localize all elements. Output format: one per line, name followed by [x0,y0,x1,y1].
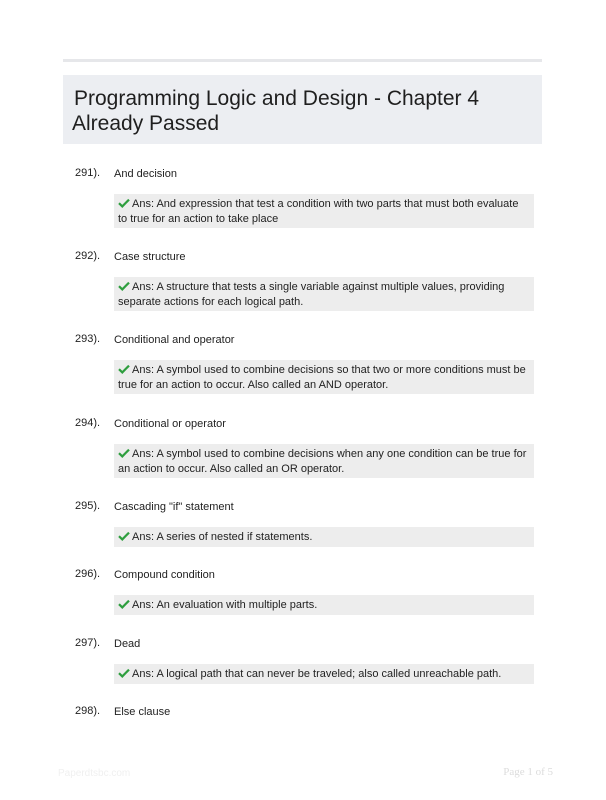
item-number: 294). [75,417,101,429]
item-number: 295). [75,500,101,512]
answer-text: Ans: An evaluation with multiple parts. [132,599,318,611]
item-term: Else clause [114,706,171,718]
answer-box [114,595,534,615]
top-rule [63,59,542,62]
answer-box [114,360,534,394]
item-number: 297). [75,637,101,649]
answer-text: Ans: A structure that tests a single variable against multiple values, providing separate actions for each logical path. [118,281,505,308]
item-number: 292). [75,250,101,262]
footer-watermark: Paperdtsbc.com [58,768,131,779]
check-icon [118,198,130,208]
item-term: And decision [114,168,177,180]
answer-box [114,664,534,684]
item-term: Cascading "if" statement [114,501,234,513]
answer-text: Ans: A logical path that can never be traveled; also called unreachable path. [132,668,502,680]
answer-text: Ans: A symbol used to combine decisions when any one condition can be true for an action to occur. Also called an OR operator. [118,448,527,475]
item-term: Conditional and operator [114,334,235,346]
check-icon [118,281,130,291]
list-item [75,706,535,722]
list-item [75,500,535,543]
item-number: 291). [75,167,101,179]
list-item [75,167,535,225]
item-term: Dead [114,638,141,650]
answer-box [114,277,534,311]
page-number: Page 1 of 5 [503,766,553,778]
item-term: Compound condition [114,569,215,581]
answer-box [114,194,534,228]
page-title: Programming Logic and Design - Chapter 4 [74,87,480,110]
item-term: Case structure [114,251,186,263]
item-number: 293). [75,333,101,345]
check-icon [118,364,130,374]
title-box [63,75,542,144]
answer-box [114,527,534,547]
list-item [75,250,535,308]
check-icon [118,599,130,609]
answer-text: Ans: And expression that test a condition with two parts that must both evaluate to true for an action to take place [118,198,519,225]
check-icon [118,531,130,541]
item-term: Conditional or operator [114,418,226,430]
answer-box [114,444,534,478]
item-number: 296). [75,568,101,580]
answer-text: Ans: A series of nested if statements. [132,531,313,543]
list-item [75,333,535,391]
list-item [75,417,535,475]
answer-text: Ans: A symbol used to combine decisions so that two or more conditions must be true for an action to occur. Also called an AND operator. [118,364,526,391]
item-number: 298). [75,705,101,717]
check-icon [118,668,130,678]
list-item [75,637,535,680]
check-icon [118,448,130,458]
page-subtitle: Already Passed [72,112,220,135]
list-item [75,568,535,611]
